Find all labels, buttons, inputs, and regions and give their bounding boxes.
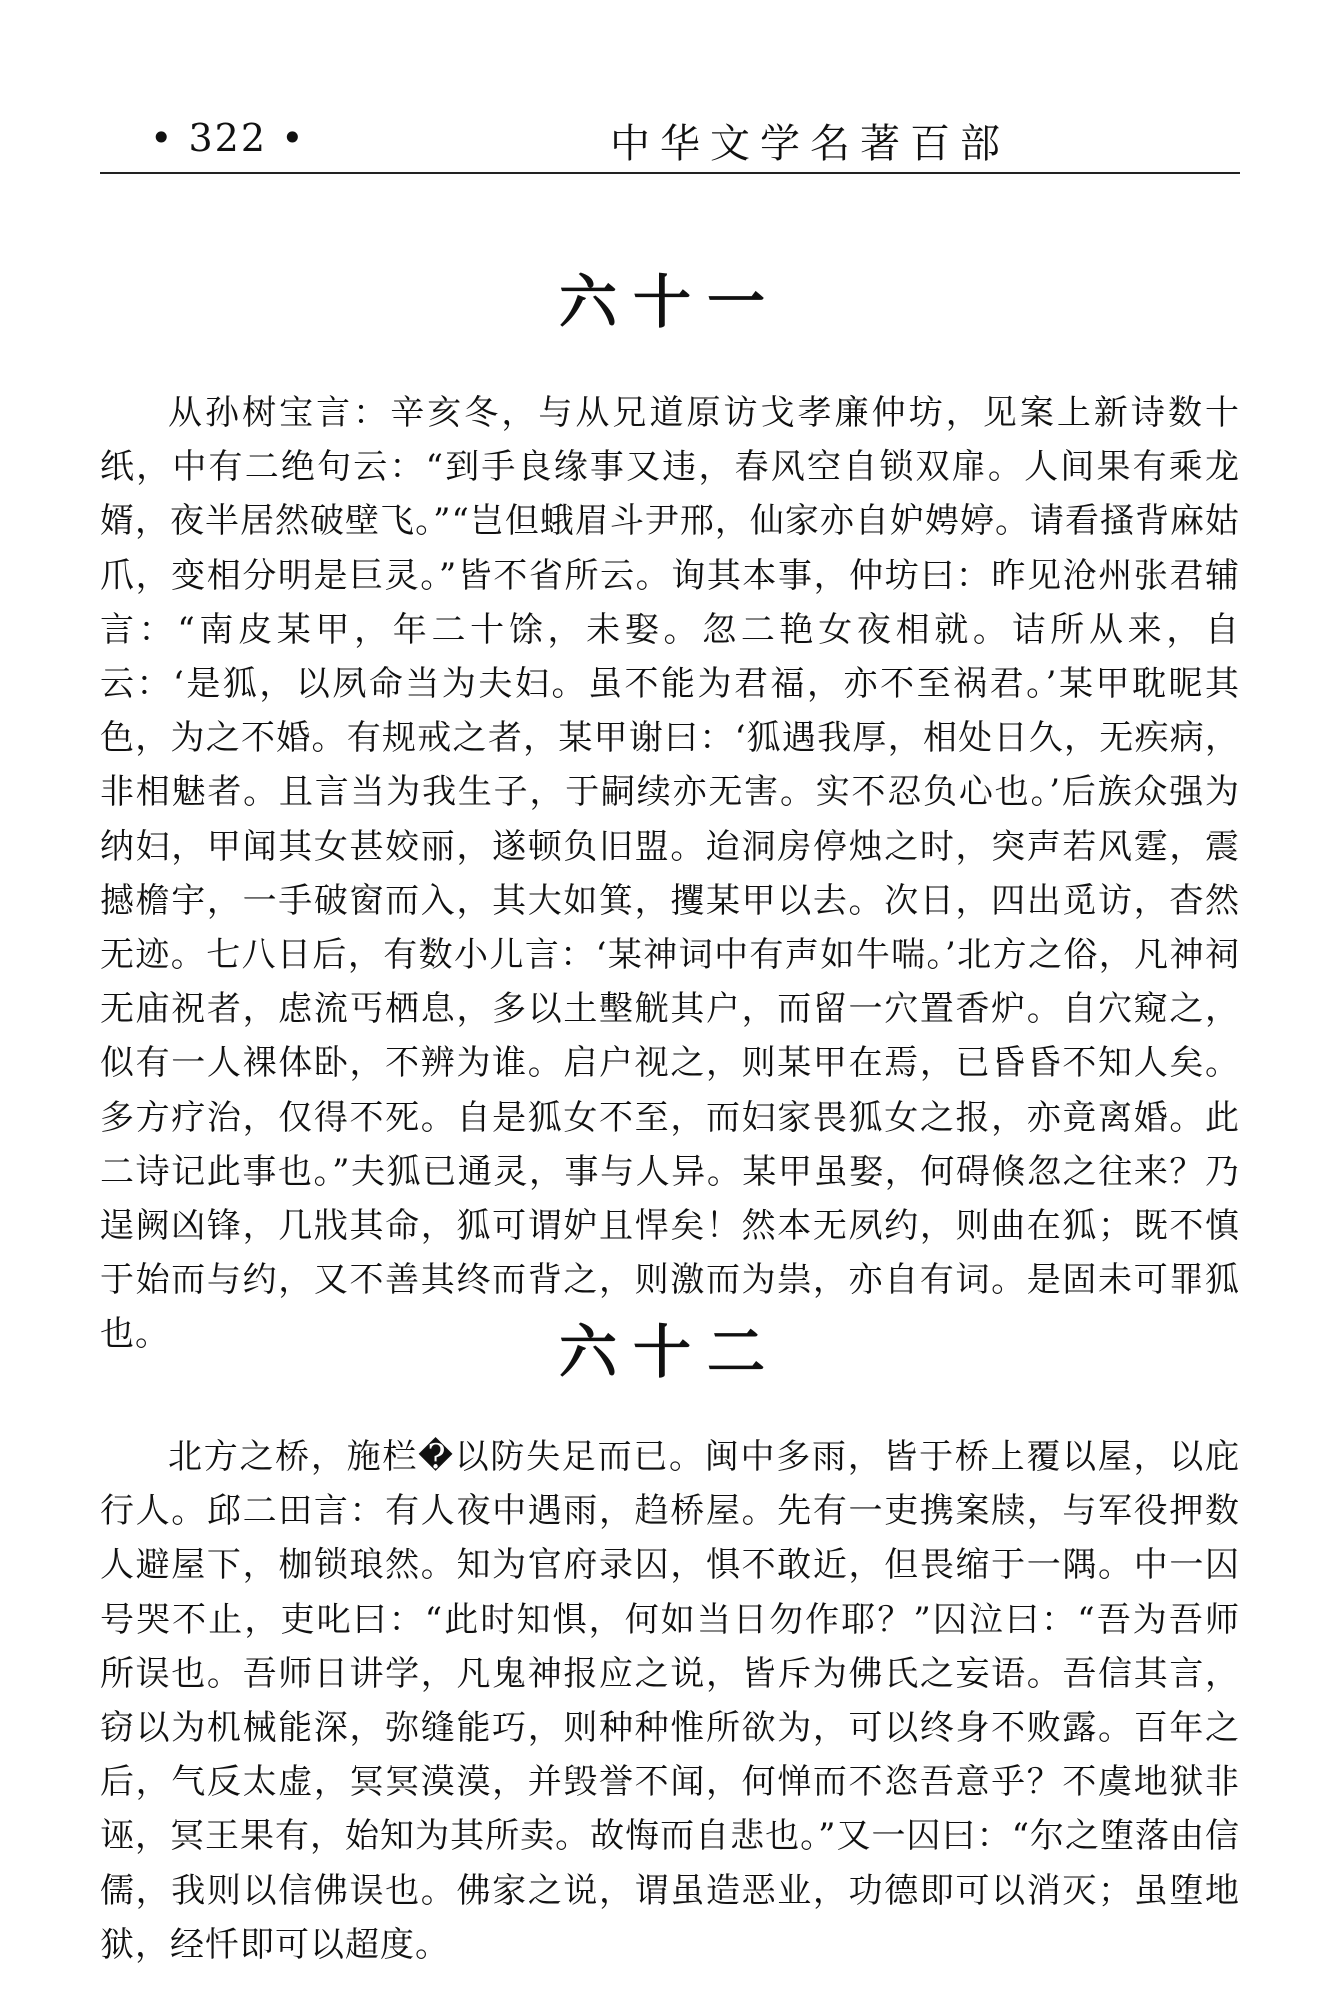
page-number: • 322 • xyxy=(150,116,306,160)
section-61 xyxy=(100,262,1240,1362)
section-title: 六十二 xyxy=(558,1318,781,1386)
header-rule xyxy=(100,172,1240,174)
section-body: 北方之桥，施栏�以防失足而已。闽中多雨，皆于桥上覆以屋，以庇行人。邱二田言：有人夜中遇雨，趋桥屋。先有一吏携案牍，与军役押数人避屋下，枷锁琅然。知为官府录囚，惧不敢近，但畏缩于一隅。中一囚号哭不止，吏叱曰：“此时知惧，何如当日勿作耶？”囚泣曰：“吾为吾师所误也。吾师日讲学，凡鬼神报应之说，皆斥为佛氏之妄语。吾信其言，窃以为机械能深，弥缝能巧，则种种惟所欲为，可以终身不败露。百年之后，气反太虚，冥冥漠漠，并毁誉不闻，何惮而不恣吾意乎？不虞地狱非诬，冥王果有，始知为其所卖。故悔而自悲也。”又一囚曰：“尔之堕落由信儒，我则以信佛误也。佛家之说，谓虽造恶业，功德即可以消灭；虽堕地狱，经忏即可以超度。 xyxy=(100,1437,1240,1965)
book-title: 中华文学名著百部 xyxy=(610,121,1010,167)
section-title: 六十一 xyxy=(558,268,781,336)
page-header xyxy=(100,110,1240,170)
section-62 xyxy=(100,1312,1240,1972)
section-body: 从孙树宝言：辛亥冬，与从兄道原访戈孝廉仲坊，见案上新诗数十纸，中有二绝句云：“到手良缘事又违，春风空自锁双扉。人间果有乘龙婿，夜半居然破壁飞。”“岂但蛾眉斗尹邢，仙家亦自妒娉婷。请看搔背麻姑爪，变相分明是巨灵。”皆不省所云。询其本事，仲坊曰：昨见沧州张君辅言：“南皮某甲，年二十馀，未娶。忽二艳女夜相就。诘所从来，自云：‘是狐，以夙命当为夫妇。虽不能为君福，亦不至祸君。’某甲耽昵其色，为之不婚。有规戒之者，某甲谢曰：‘狐遇我厚，相处日久，无疾病，非相魅者。且言当为我生子，于嗣续亦无害。实不忍负心也。’后族众强为纳妇，甲闻其女甚姣丽，遂顿负旧盟。迨洞房停烛之时，突声若风霆，震撼檐宇，一手破窗而入，其大如箕，攫某甲以去。次日，四出觅访，杳然无迹。七八日后，有数小儿言：‘某神词中有声如牛喘。’北方之俗，凡神祠无庙祝者，虑流丐栖息，多以土墼觥其户，而留一穴置香炉。自穴窥之，似有一人裸体卧，不辨为谁。启户视之，则某甲在焉，已昏昏不知人矣。多方疗治，仅得不死。自是狐女不至，而妇家畏狐女之报，亦竟离婚。此二诗记此事也。”夫狐已通灵，事与人异。某甲虽娶，何碍倏忽之往来？乃逞阙凶锋，几戕其命，狐可谓妒且悍矣！然本无夙约，则曲在狐；既不慎于始而与约，又不善其终而背之，则激而为祟，亦自有词。是固未可罪狐也。 xyxy=(100,393,1240,1355)
